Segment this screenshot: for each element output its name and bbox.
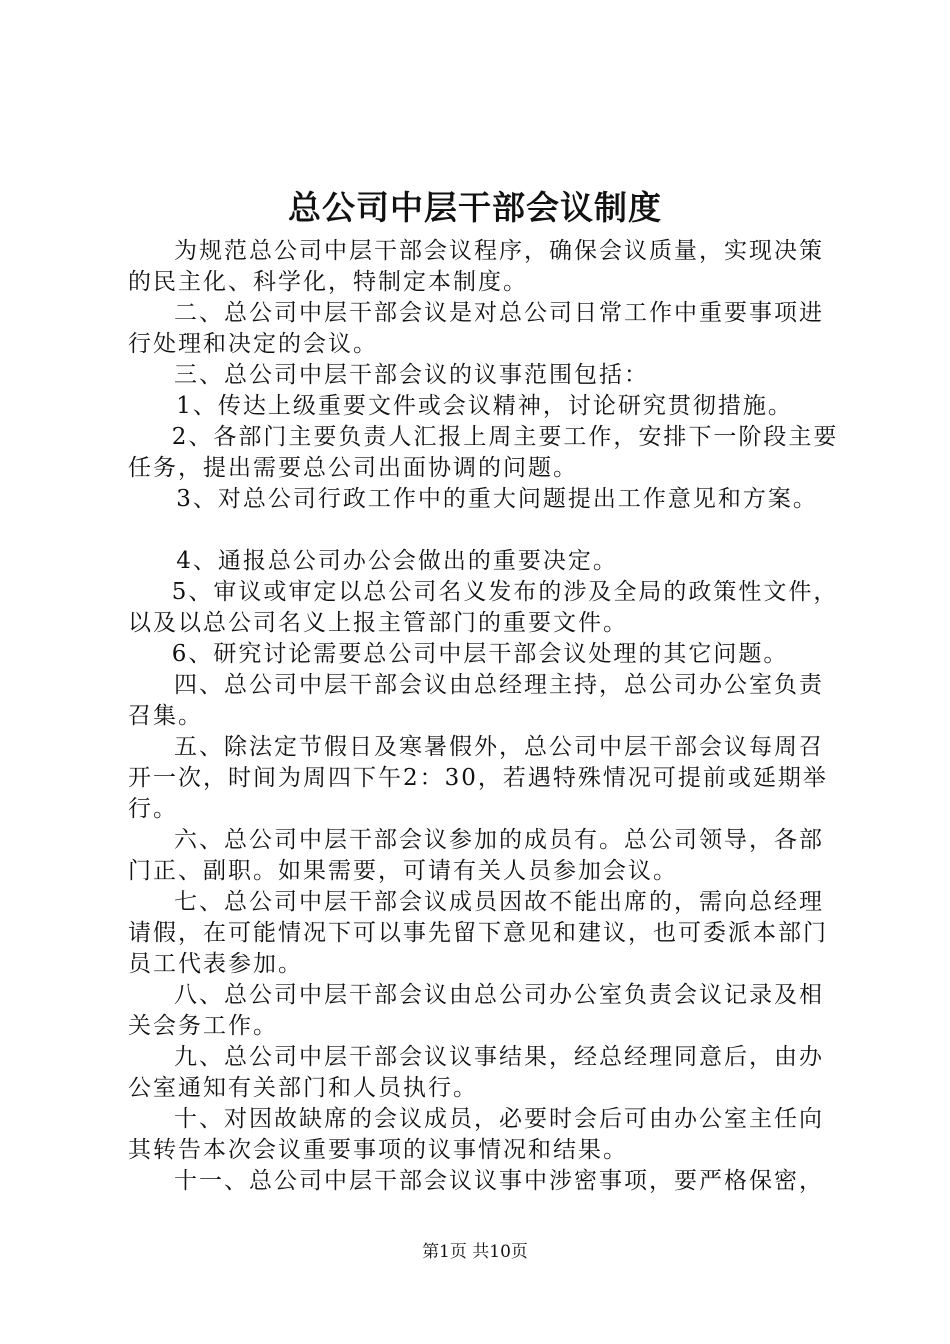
paragraph-article-11: 十一、总公司中层干部会议议事中涉密事项，要严格保密，: [174, 1168, 824, 1194]
paragraph-intro: 为规范总公司中层干部会议程序，确保会议质量，实现决策的民主化、科学化，特制定本制度。: [128, 238, 824, 295]
page-footer: [0, 1240, 950, 1264]
blank-line: [128, 515, 840, 546]
paragraph-article-10: 十、对因故缺席的会议成员，必要时会后可由办公室主任向其转告本次会议重要事项的议事情况和结果。: [128, 1106, 824, 1163]
paragraph-article-9: 九、总公司中层干部会议议事结果，经总经理同意后，由办公室通知有关部门和人员执行。: [128, 1044, 824, 1101]
paragraph-item-4: 4、通报总公司办公会做出的重要决定。: [176, 548, 618, 574]
page-indicator: 第1页 共10页: [422, 1242, 528, 1262]
paragraph-article-3: 三、总公司中层干部会议的议事范围包括：: [174, 362, 649, 388]
paragraph-article-8: 八、总公司中层干部会议由总公司办公室负责会议记录及相关会务工作。: [128, 982, 824, 1039]
paragraph-item-2: 2、各部门主要负责人汇报上周主要工作，安排下一阶段主要任务，提出需要总公司出面协调的问题。: [128, 424, 839, 481]
paragraph-item-5: 5、审议或审定以总公司名义发布的涉及全局的政策性文件，以及以总公司名义上报主管部门的重要文件。: [128, 579, 839, 636]
paragraph-article-6: 六、总公司中层干部会议参加的成员有。总公司领导，各部门正、副职。如果需要，可请有关人员参加会议。: [128, 827, 824, 884]
paragraph-item-1: 1、传达上级重要文件或会议精神，讨论研究贯彻措施。: [176, 393, 793, 419]
paragraph-article-7: 七、总公司中层干部会议成员因故不能出席的，需向总经理请假，在可能情况下可以事先留下意见和建议，也可委派本部门员工代表参加。: [128, 889, 828, 977]
document-body: [128, 236, 840, 1197]
paragraph-article-5: 五、除法定节假日及寒暑假外，总公司中层干部会议每周召开一次，时间为周四下午2：30，若遇特殊情况可提前或延期举行。: [128, 734, 828, 822]
paragraph-item-3: 3、对总公司行政工作中的重大问题提出工作意见和方案。: [176, 486, 818, 512]
paragraph-article-4: 四、总公司中层干部会议由总经理主持，总公司办公室负责召集。: [128, 672, 824, 729]
document-title: 总公司中层干部会议制度: [288, 188, 662, 227]
paragraph-article-2: 二、总公司中层干部会议是对总公司日常工作中重要事项进行处理和决定的会议。: [128, 300, 824, 357]
paragraph-item-6: 6、研究讨论需要总公司中层干部会议处理的其它问题。: [171, 641, 789, 667]
